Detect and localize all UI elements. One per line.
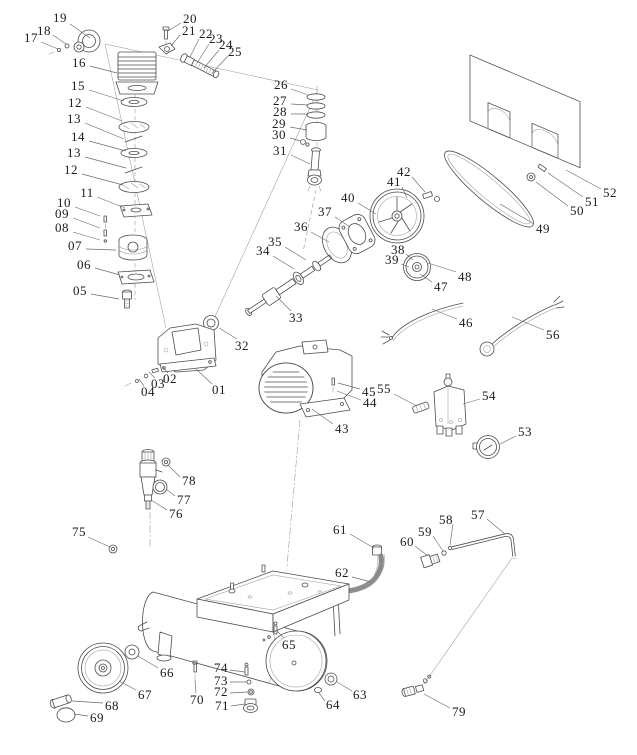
leader-line-76	[151, 500, 167, 510]
part-label-21: 21	[182, 23, 196, 38]
leader-line-55	[394, 394, 417, 406]
part-label-27: 27	[273, 93, 287, 108]
leader-line-42	[412, 177, 425, 192]
part-label-42: 42	[397, 164, 411, 179]
part-label-26: 26	[274, 77, 288, 92]
leader-line-13	[85, 157, 126, 168]
part-label-31: 31	[273, 143, 287, 158]
leader-line-22	[190, 39, 199, 57]
part-label-16: 16	[72, 55, 86, 70]
leader-line-34	[273, 256, 294, 269]
leader-line-37	[335, 217, 350, 227]
leader-line-50	[536, 182, 568, 206]
part-label-02: 02	[163, 371, 177, 386]
part-label-59: 59	[418, 524, 432, 539]
leader-line-16	[90, 66, 117, 73]
part-label-13: 13	[67, 145, 81, 160]
part-label-03: 03	[151, 376, 165, 391]
part-label-70: 70	[190, 692, 204, 707]
part-label-10: 10	[57, 195, 71, 210]
part-label-32: 32	[235, 338, 249, 353]
part-label-77: 77	[177, 492, 191, 507]
leader-line-75	[88, 537, 110, 547]
part-label-50: 50	[570, 203, 584, 218]
part-label-39: 39	[385, 252, 399, 267]
leader-line-25	[212, 56, 228, 73]
part-label-75: 75	[72, 524, 86, 539]
part-label-12: 12	[64, 162, 78, 177]
leader-line-33	[276, 296, 291, 311]
part-label-67: 67	[138, 687, 152, 702]
part-label-33: 33	[289, 310, 303, 325]
leader-line-71	[231, 704, 245, 706]
leader-line-40	[358, 203, 376, 214]
part-label-11: 11	[80, 185, 94, 200]
part-label-24: 24	[219, 37, 233, 52]
part-label-79: 79	[452, 704, 466, 719]
leader-line-68	[72, 701, 103, 703]
leader-line-41	[402, 187, 407, 198]
part-label-69: 69	[90, 710, 104, 725]
leader-line-63	[337, 682, 352, 691]
leader-line-45	[338, 383, 360, 389]
leader-line-38	[406, 254, 413, 260]
leader-line-31	[291, 155, 310, 164]
part-label-28: 28	[273, 104, 287, 119]
part-label-45: 45	[362, 384, 376, 399]
leader-line-46	[432, 309, 457, 319]
leader-line-20	[168, 23, 181, 31]
leader-line-15	[89, 90, 124, 101]
leader-line-11	[97, 197, 125, 208]
part-label-62: 62	[335, 565, 349, 580]
leader-line-78	[168, 465, 180, 477]
leader-line-36	[311, 232, 329, 242]
leader-line-21	[171, 35, 180, 46]
part-label-04: 04	[141, 384, 155, 399]
leader-line-67	[119, 681, 136, 690]
part-label-68: 68	[105, 698, 119, 713]
part-label-78: 78	[182, 473, 196, 488]
part-label-71: 71	[215, 698, 229, 713]
part-label-05: 05	[73, 283, 87, 298]
part-label-34: 34	[256, 243, 270, 258]
leader-line-24	[204, 50, 219, 68]
leader-line-74	[230, 670, 245, 672]
leader-line-12	[82, 174, 123, 185]
part-label-43: 43	[335, 421, 349, 436]
part-label-64: 64	[326, 697, 340, 712]
leader-line-01	[196, 369, 212, 384]
part-label-29: 29	[272, 116, 286, 131]
part-label-15: 15	[71, 78, 85, 93]
part-label-58: 58	[439, 512, 453, 527]
part-label-40: 40	[341, 190, 355, 205]
leader-line-26	[291, 89, 308, 95]
part-label-17: 17	[24, 30, 38, 45]
leader-line-48	[428, 263, 456, 272]
leader-line-06	[95, 268, 120, 275]
part-label-55: 55	[377, 381, 391, 396]
part-label-46: 46	[459, 315, 473, 330]
leader-line-13	[85, 123, 124, 139]
part-label-66: 66	[160, 665, 174, 680]
leader-line-12	[86, 107, 122, 121]
leader-line-53	[500, 436, 516, 444]
leader-line-56	[512, 317, 544, 330]
leader-line-54	[463, 399, 480, 404]
part-label-37: 37	[318, 204, 332, 219]
part-label-14: 14	[71, 129, 85, 144]
part-label-25: 25	[228, 44, 242, 59]
part-label-18: 18	[37, 23, 51, 38]
part-label-20: 20	[183, 11, 197, 26]
leader-line-05	[91, 294, 119, 299]
leader-line-27	[291, 104, 308, 105]
part-label-23: 23	[209, 31, 223, 46]
part-label-44: 44	[363, 395, 377, 410]
leader-line-47	[420, 274, 432, 282]
part-label-41: 41	[387, 174, 401, 189]
part-label-52: 52	[603, 185, 617, 200]
part-label-38: 38	[391, 242, 405, 257]
leader-line-19	[70, 24, 90, 38]
part-label-56: 56	[546, 327, 560, 342]
leader-line-52	[566, 170, 601, 189]
part-label-35: 35	[268, 234, 282, 249]
leader-line-09	[73, 218, 100, 228]
part-label-73: 73	[214, 673, 228, 688]
part-label-19: 19	[53, 10, 67, 25]
part-label-72: 72	[214, 684, 228, 699]
part-label-12: 12	[68, 95, 82, 110]
part-label-53: 53	[518, 424, 532, 439]
leader-line-62	[352, 577, 371, 582]
leader-line-35	[285, 247, 306, 260]
leader-line-44	[337, 391, 361, 400]
part-label-60: 60	[400, 534, 414, 549]
part-label-65: 65	[282, 637, 296, 652]
part-label-63: 63	[353, 687, 367, 702]
part-label-74: 74	[214, 660, 228, 675]
leader-line-17	[41, 42, 58, 49]
leader-line-43	[312, 409, 333, 424]
part-label-13: 13	[67, 111, 81, 126]
leader-line-14	[89, 141, 126, 151]
part-label-61: 61	[333, 522, 347, 537]
part-label-08: 08	[55, 220, 69, 235]
part-label-01: 01	[212, 382, 226, 397]
leader-line-49	[500, 204, 534, 224]
part-label-57: 57	[471, 507, 485, 522]
part-label-51: 51	[585, 194, 599, 209]
leader-line-61	[350, 534, 374, 548]
leader-line-30	[290, 138, 301, 141]
leader-line-57	[487, 519, 505, 534]
part-label-47: 47	[434, 279, 448, 294]
leader-line-69	[74, 714, 88, 716]
leader-line-39	[401, 264, 409, 267]
leader-line-66	[138, 656, 158, 668]
part-label-54: 54	[482, 388, 496, 403]
part-label-22: 22	[199, 26, 213, 41]
part-label-06: 06	[77, 257, 91, 272]
part-label-30: 30	[272, 127, 286, 142]
part-label-09: 09	[55, 206, 69, 221]
part-label-48: 48	[458, 269, 472, 284]
leader-line-79	[424, 694, 450, 708]
leader-line-29	[290, 127, 307, 130]
leader-line-23	[197, 44, 209, 63]
leader-line-59	[433, 536, 443, 551]
leader-line-77	[166, 489, 175, 496]
leader-line-60	[415, 546, 428, 556]
part-label-07: 07	[68, 238, 82, 253]
leader-line-72	[230, 692, 248, 693]
part-label-49: 49	[536, 221, 550, 236]
leader-line-10	[75, 207, 100, 216]
leader-line-64	[319, 693, 325, 701]
part-label-76: 76	[169, 506, 183, 521]
part-label-36: 36	[294, 219, 308, 234]
leader-line-18	[53, 35, 66, 44]
leader-line-07	[86, 249, 116, 250]
